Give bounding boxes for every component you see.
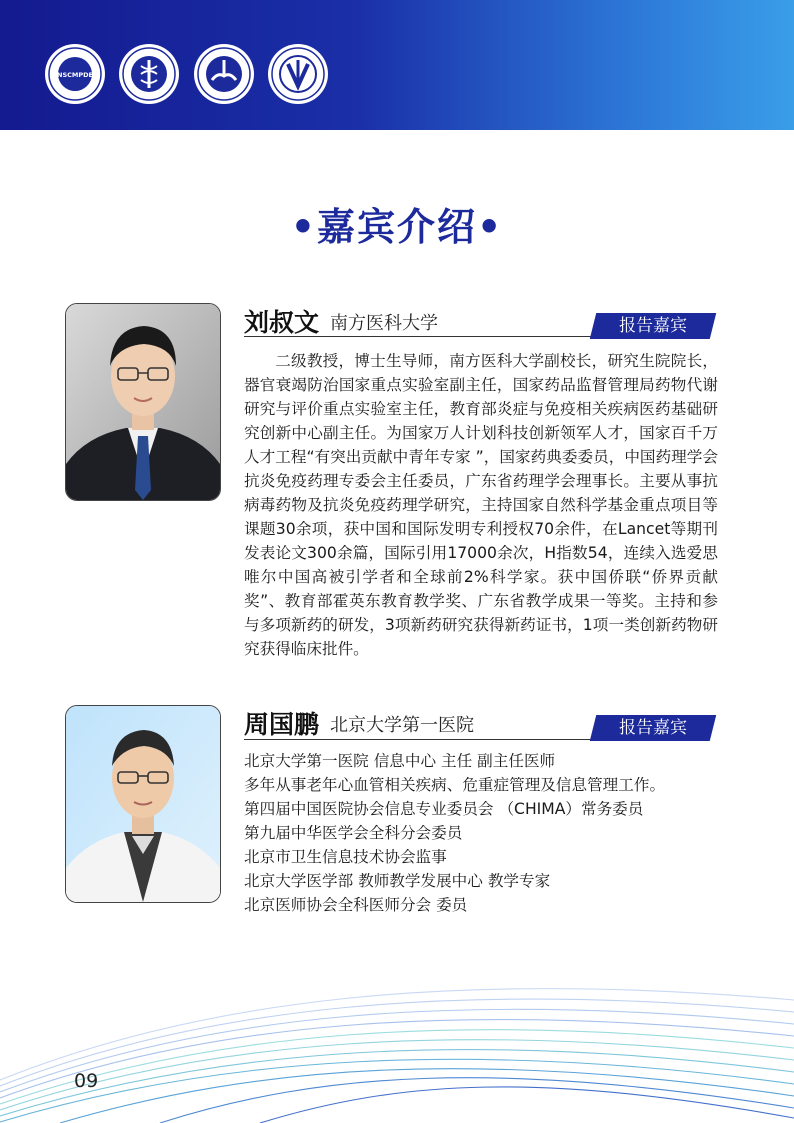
list-item: 北京大学医学部 教师教学发展中心 教学专家 — [244, 872, 551, 890]
medical-university-logo — [266, 42, 330, 106]
hands-logo — [192, 42, 256, 106]
page-number: 09 — [74, 1070, 99, 1092]
speaker-bio: 二级教授，博士生导师，南方医科大学副校长，研究生院院长，器官衰竭防治国家重点实验室副主任，国家药品监督管理局药物代谢研究与评价重点实验室主任，教育部炎症与免疫相关疾病医药基础研究创新中心副主任。为国家万人计划科技创新领军人才，国家百千万人才工程“有突出贡献中青年专家 ”，国家药典委委员，中国药理学会抗炎免疫药理专委会主任委员，广东省药理学会理事长。主要从事抗病毒药物及抗炎免疫药理学研究，主持国家自然科学基金重点项目等课题30余项，获中国和国际发明专利授权70余件，在Lancet等期刊发表论文300余篇，国际引用17000余次，H指数54，连续入选爱思唯尔中国高被引学者和全球前2%科学家。获中国侨联“侨界贡献奖”、教育部霍英东教育教学奖、广东省教学成果一等奖。主持和参与多项新药的研发，3项新药研究获得新药证书，1项一类创新药物研究获得临床批件。 — [244, 352, 718, 658]
speaker-tag-label: 报告嘉宾 — [619, 316, 687, 336]
speaker-roles — [244, 749, 665, 917]
divider — [244, 336, 592, 337]
list-item: 北京医师协会全科医师分会 委员 — [244, 896, 468, 914]
speaker-tag — [590, 313, 716, 339]
speaker-name: 刘叔文 — [244, 308, 320, 337]
speaker-tag — [590, 715, 716, 741]
list-item: 多年从事老年心血管相关疾病、危重症管理及信息管理工作。 — [244, 776, 666, 794]
speaker-name: 周国鹏 — [244, 710, 320, 739]
nscmpde-logo-text: NSCMPDE — [57, 71, 93, 79]
list-item: 第四届中国医院协会信息专业委员会 （CHIMA）常务委员 — [244, 800, 644, 818]
divider — [244, 739, 592, 740]
caduceus-logo — [117, 42, 181, 106]
speaker-photo — [65, 705, 221, 903]
nscmpde-logo — [43, 42, 107, 106]
list-item: 第九届中华医学会全科分会委员 — [244, 824, 463, 842]
list-item: 北京市卫生信息技术协会监事 — [244, 848, 447, 866]
speaker-photo — [65, 303, 221, 501]
speaker-tag-label: 报告嘉宾 — [619, 718, 687, 738]
wave-decoration — [0, 960, 794, 1123]
speaker-org: 南方医科大学 — [330, 313, 438, 334]
page-title: •嘉宾介绍• — [290, 205, 504, 249]
list-item: 北京大学第一医院 信息中心 主任 副主任医师 — [244, 752, 556, 770]
speaker-org: 北京大学第一医院 — [330, 715, 474, 736]
